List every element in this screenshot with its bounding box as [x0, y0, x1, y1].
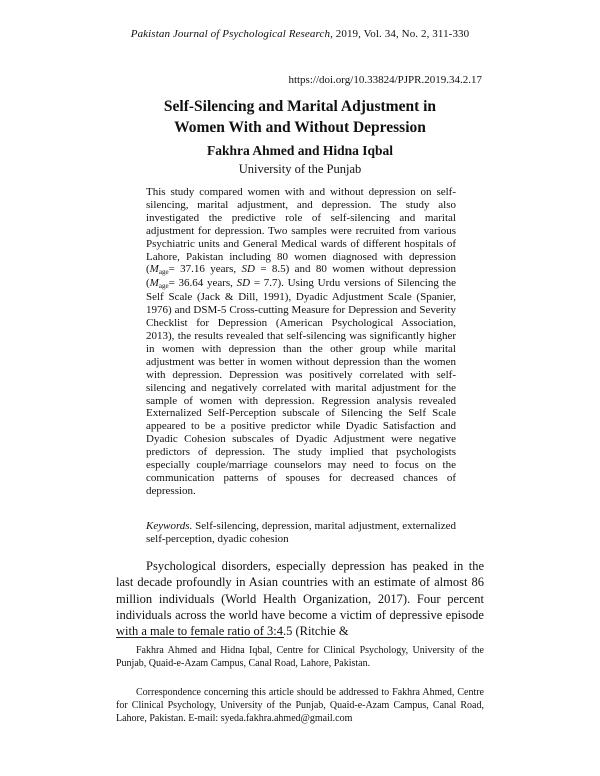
article-title [0, 96, 600, 138]
footnote-correspondence: Correspondence concerning this article should be addressed to Fakhra Ahmed, Centre for Clinical Psychology, University of the Punjab, Quaid-e-Azam Campus, Canal Road, Lahore, Pakistan. E-mail: syeda.fakhra.ahmed@gmail.com [116, 687, 484, 724]
author-affiliation: University of the Punjab [238, 162, 362, 176]
mean-symbol: M [149, 263, 159, 276]
author-names: Fakhra Ahmed and Hidna Iqbal [206, 143, 394, 158]
abstract [146, 186, 456, 498]
keywords-label: Keywords. [146, 520, 193, 532]
footnote-affiliation: Fakhra Ahmed and Hidna Iqbal, Centre for Clinical Psychology, University of the Punjab, Quaid-e-Azam Campus, Canal Road, Lahore, Pakistan. [116, 645, 484, 669]
abstract-text-4: = 36.64 years, [168, 277, 237, 290]
abstract-text-1: This study compared women with and without depression on self-silencing, marital adjustment, and depression. The study also investigated the predictive role of self-silencing and marital adjustment for depression. Two samples were recruited from various Psychiatric units and General Medical wards of different hospitals of Lahore, Pakistan including 80 women diagnosed with depression ( [146, 186, 456, 276]
abstract-text-3: = 8.5) and 80 women without depression ( [146, 263, 456, 290]
mean-symbol: M [149, 277, 159, 290]
body-paragraph: Psychological disorders, especially depression has peaked in the last decade profoundly in Asian countries with an estimate of almost 86 million individuals (World Health Organization, 2017). Four percent individuals across the world have become a victim of depressive episode with a male to female ratio of 3:4.5 (Ritchie & [116, 559, 484, 639]
journal-citation [0, 28, 600, 40]
title-line-1: Self-Silencing and Marital Adjustment in [163, 98, 437, 115]
keywords-text: Self-silencing, depression, marital adjustment, externalized self-perception, dyadic cohesion [146, 520, 456, 545]
journal-name: Pakistan Journal of Psychological Research [130, 28, 331, 40]
journal-details: , 2019, Vol. 34, No. 2, 311-330 [330, 28, 470, 40]
title-line-2: Women With and Without Depression [174, 119, 426, 136]
footnote-divider [116, 637, 284, 638]
doi-link[interactable]: https://doi.org/10.33824/PJPR.2019.34.2.17 [288, 74, 482, 86]
age-subscript: age [158, 282, 169, 291]
sd-symbol: SD [241, 263, 255, 276]
abstract-text-5: = 7.7). Using Urdu versions of Silencing the Self Scale (Jack & Dill, 1991), Dyadic Adjustment Scale (Spanier, 1976) and DSM-5 Cross-cutting Measure for Depression and Severity Checklist for Depression (American Psychological Association, 2013), the results revealed that self-silencing was significantly higher in women with depression than the other group while marital adjustment was better in women without depression than the women with depression. Depression was positively correlated with self-silencing and negatively correlated with marital adjustment for the sample of women with depression. Regression analysis revealed Externalized Self-Perception subscale of Silencing the Self Scale appeared to be a positive predictor while Dyadic Satisfaction and Dyadic Cohesion subscales of Dyadic Adjustment were negative predictors of depression. The study implied that psychologists especially couple/marriage counselors may need to focus on the communication patterns of spouses for decreased chances of depression. [146, 277, 456, 497]
sd-symbol: SD [236, 277, 251, 290]
age-subscript: age [158, 268, 169, 277]
abstract-text-2: = 37.16 years, [168, 263, 242, 276]
keywords [146, 520, 456, 546]
